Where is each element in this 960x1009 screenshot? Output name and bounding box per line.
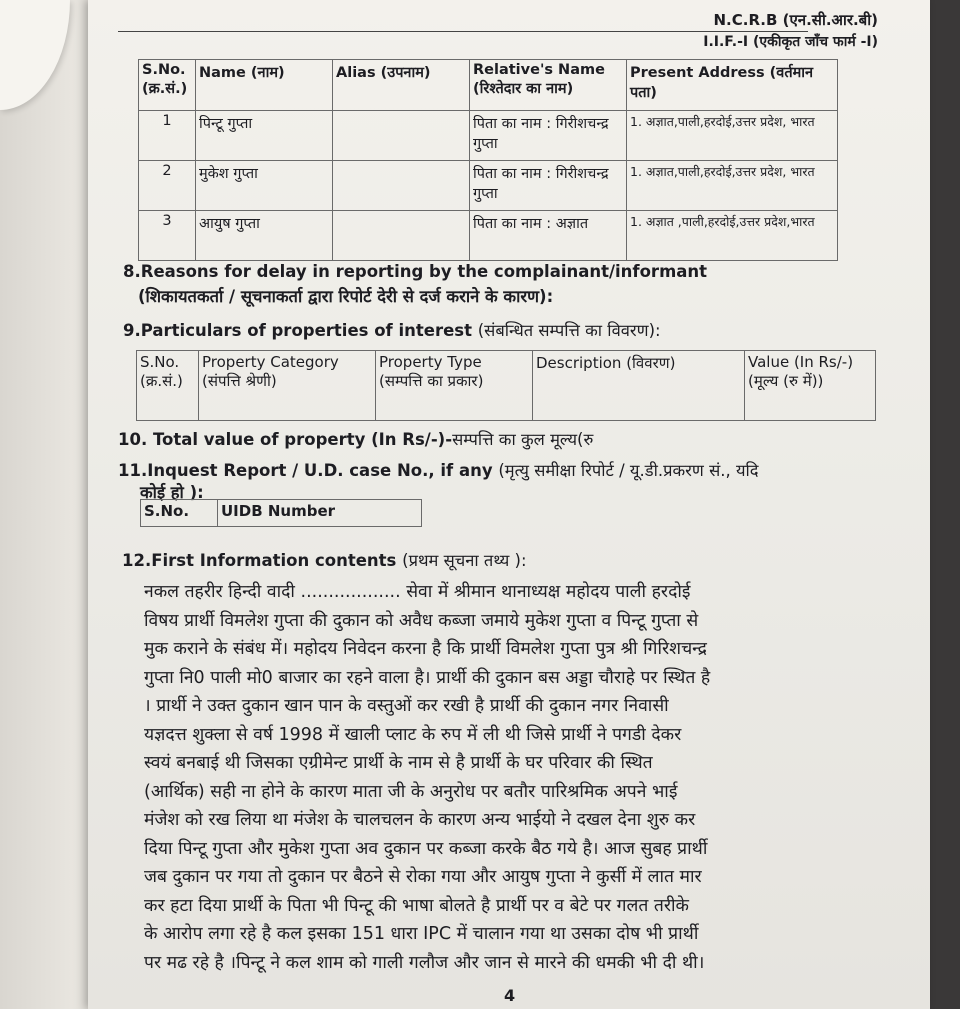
section11-heading: [118, 458, 759, 481]
property-table-header: [137, 351, 876, 421]
section9-title: 9.Particulars of properties of interest: [123, 321, 472, 340]
cell-address: 1. अज्ञात,पाली,हरदोई,उत्तर प्रदेश, भारत: [627, 161, 838, 211]
header-form-id: I.I.F.-I (एकीकृत जाँच फार्म -I): [703, 34, 878, 50]
page-number: 4: [504, 986, 516, 1005]
col-sno: S.No.: [141, 500, 218, 527]
section12-heading: [122, 548, 527, 571]
section9-title-hi: (संबन्धित सम्पत्ति का विवरण):: [477, 321, 661, 340]
fir-line: (आर्थिक) सही ना होने के कारण माता जी के अनुरोध पर बतौर पारिश्रमिक अपने भाई: [144, 781, 678, 802]
col-sno: S.No. (क्र.सं.): [139, 60, 196, 111]
section10-heading: [118, 427, 593, 450]
section8-subtitle: (शिकायतकर्ता / सूचनाकर्ता द्वारा रिपोर्ट देरी से दर्ज कराने के कारण):: [138, 287, 554, 306]
cell-sno: 2: [139, 161, 196, 211]
section9-heading: [123, 318, 661, 341]
col-category: Property Category (संपत्ति श्रेणी): [199, 351, 376, 421]
col-sno: S.No. (क्र.सं.): [137, 351, 199, 421]
cell-alias: [333, 211, 470, 261]
document-page: [88, 0, 930, 1009]
cell-address: 1. अज्ञात ,पाली,हरदोई,उत्तर प्रदेश,भारत: [627, 211, 838, 261]
cell-name: आयुष गुप्ता: [196, 211, 333, 261]
fir-line: मंजेश को रख लिया था मंजेश के चालचलन के कारण अन्य भाईयो ने दखल देना शुरु कर: [144, 810, 696, 830]
cell-relative: पिता का नाम : गिरीशचन्द्र गुप्ता: [470, 111, 627, 161]
cell-name: मुकेश गुप्ता: [196, 161, 333, 211]
fir-line: कर हटा दिया प्रार्थी के पिता भी पिन्टू की भाषा बोलते है प्रार्थी पर व बेटे पर गलत तरीके: [144, 895, 689, 916]
table-row: [139, 111, 838, 161]
cell-address: 1. अज्ञात,पाली,हरदोई,उत्तर प्रदेश, भारत: [627, 111, 838, 161]
fir-line: नकल तहरीर हिन्दी वादी .................. सेवा में श्रीमान थानाध्यक्ष महोदय पाली हरदोई: [144, 582, 691, 602]
col-name: Name (नाम): [196, 60, 333, 111]
cell-relative: पिता का नाम : गिरीशचन्द्र गुप्ता: [470, 161, 627, 211]
fir-line: दिया पिन्टू गुप्ता और मुकेश गुप्ता अव दुकान पर कब्जा करके बैठ गये है। आज सुबह प्रार्थी: [144, 838, 708, 859]
col-description: Description (विवरण): [533, 351, 745, 421]
fir-line: विषय प्रार्थी विमलेश गुप्ता की दुकान को अवैध कब्जा जमाये मुकेश गुप्ता व पिन्टू गुप्ता से: [144, 610, 699, 631]
cell-relative: पिता का नाम : अज्ञात: [470, 211, 627, 261]
cell-sno: 1: [139, 111, 196, 161]
fir-line: यज्ञदत्त शुक्ला से वर्ष 1998 में खाली प्लाट के रुप में ली थी जिसे प्रार्थी ने पगडी देकर: [144, 724, 682, 745]
table-row: [139, 211, 838, 261]
fir-contents: [144, 578, 834, 977]
property-table: [136, 350, 876, 421]
section8-title: 8.Reasons for delay in reporting by the complainant/informant: [123, 262, 708, 281]
section12-title: 12.First Information contents: [122, 551, 397, 570]
table-row: [139, 161, 838, 211]
accused-table: [138, 59, 838, 261]
section11-title: 11.Inquest Report / U.D. case No., if any: [118, 461, 493, 480]
accused-table-header: [139, 60, 838, 111]
fir-line: जब दुकान पर गया तो दुकान पर बैठने से रोका गया और आयुष गुप्ता ने कुर्सी में लात मार: [144, 867, 702, 887]
cell-sno: 3: [139, 211, 196, 261]
section10-title: 10. Total value of property (In Rs/-)-: [118, 430, 453, 449]
col-type: Property Type (सम्पत्ति का प्रकार): [376, 351, 533, 421]
fir-line: मुक कराने के संबंध में। महोदय निवेदन करना है कि प्रार्थी विमलेश गुप्ता पुत्र श्री गिरिशचन्द्र: [144, 639, 707, 659]
col-alias: Alias (उपनाम): [333, 60, 470, 111]
fir-line: के आरोप लगा रहे है कल इसका 151 धारा IPC में चालान गया था उसका दोष भी प्रार्थी: [144, 924, 699, 944]
uidb-table: [140, 499, 422, 527]
cell-alias: [333, 161, 470, 211]
col-address: Present Address (वर्तमान पता): [627, 60, 838, 111]
uidb-table-header: [141, 500, 422, 527]
col-uidb: UIDB Number: [218, 500, 422, 527]
section10-title-hi: सम्पत्ति का कुल मूल्य(रु: [452, 430, 594, 449]
section12-title-hi: (प्रथम सूचना तथ्य ):: [402, 551, 527, 570]
col-relative: Relative's Name (रिश्तेदार का नाम): [470, 60, 627, 111]
section11-title-hi: (मृत्यु समीक्षा रिपोर्ट / यू.डी.प्रकरण सं., यदि: [498, 461, 759, 480]
fir-line: स्वयं बनबाई थी जिसका एग्रीमेन्ट प्रार्थी के नाम से है प्रार्थी के घर परिवार की स्थित: [144, 753, 653, 773]
header-ncrb: N.C.R.B (एन.सी.आर.बी): [713, 11, 878, 29]
fir-line: । प्रार्थी ने उक्त दुकान खान पान के वस्तुओं कर रखी है प्रार्थी की दुकान नगर निवासी: [144, 696, 669, 716]
col-value: Value (In Rs/-) (मूल्य (रु में)): [745, 351, 876, 421]
cell-name: पिन्टू गुप्ता: [196, 111, 333, 161]
fir-line: गुप्ता नि0 पाली मो0 बाजार का रहने वाला है। प्रार्थी की दुकान बस अड्डा चौराहे पर स्थित है: [144, 667, 711, 688]
fir-line: पर मढ रहे है ।पिन्टू ने कल शाम को गाली गलौज और जान से मारने की धमकी भी दी थी।: [144, 952, 705, 973]
section11-title-cont: कोई हो ):: [140, 483, 204, 502]
cell-alias: [333, 111, 470, 161]
